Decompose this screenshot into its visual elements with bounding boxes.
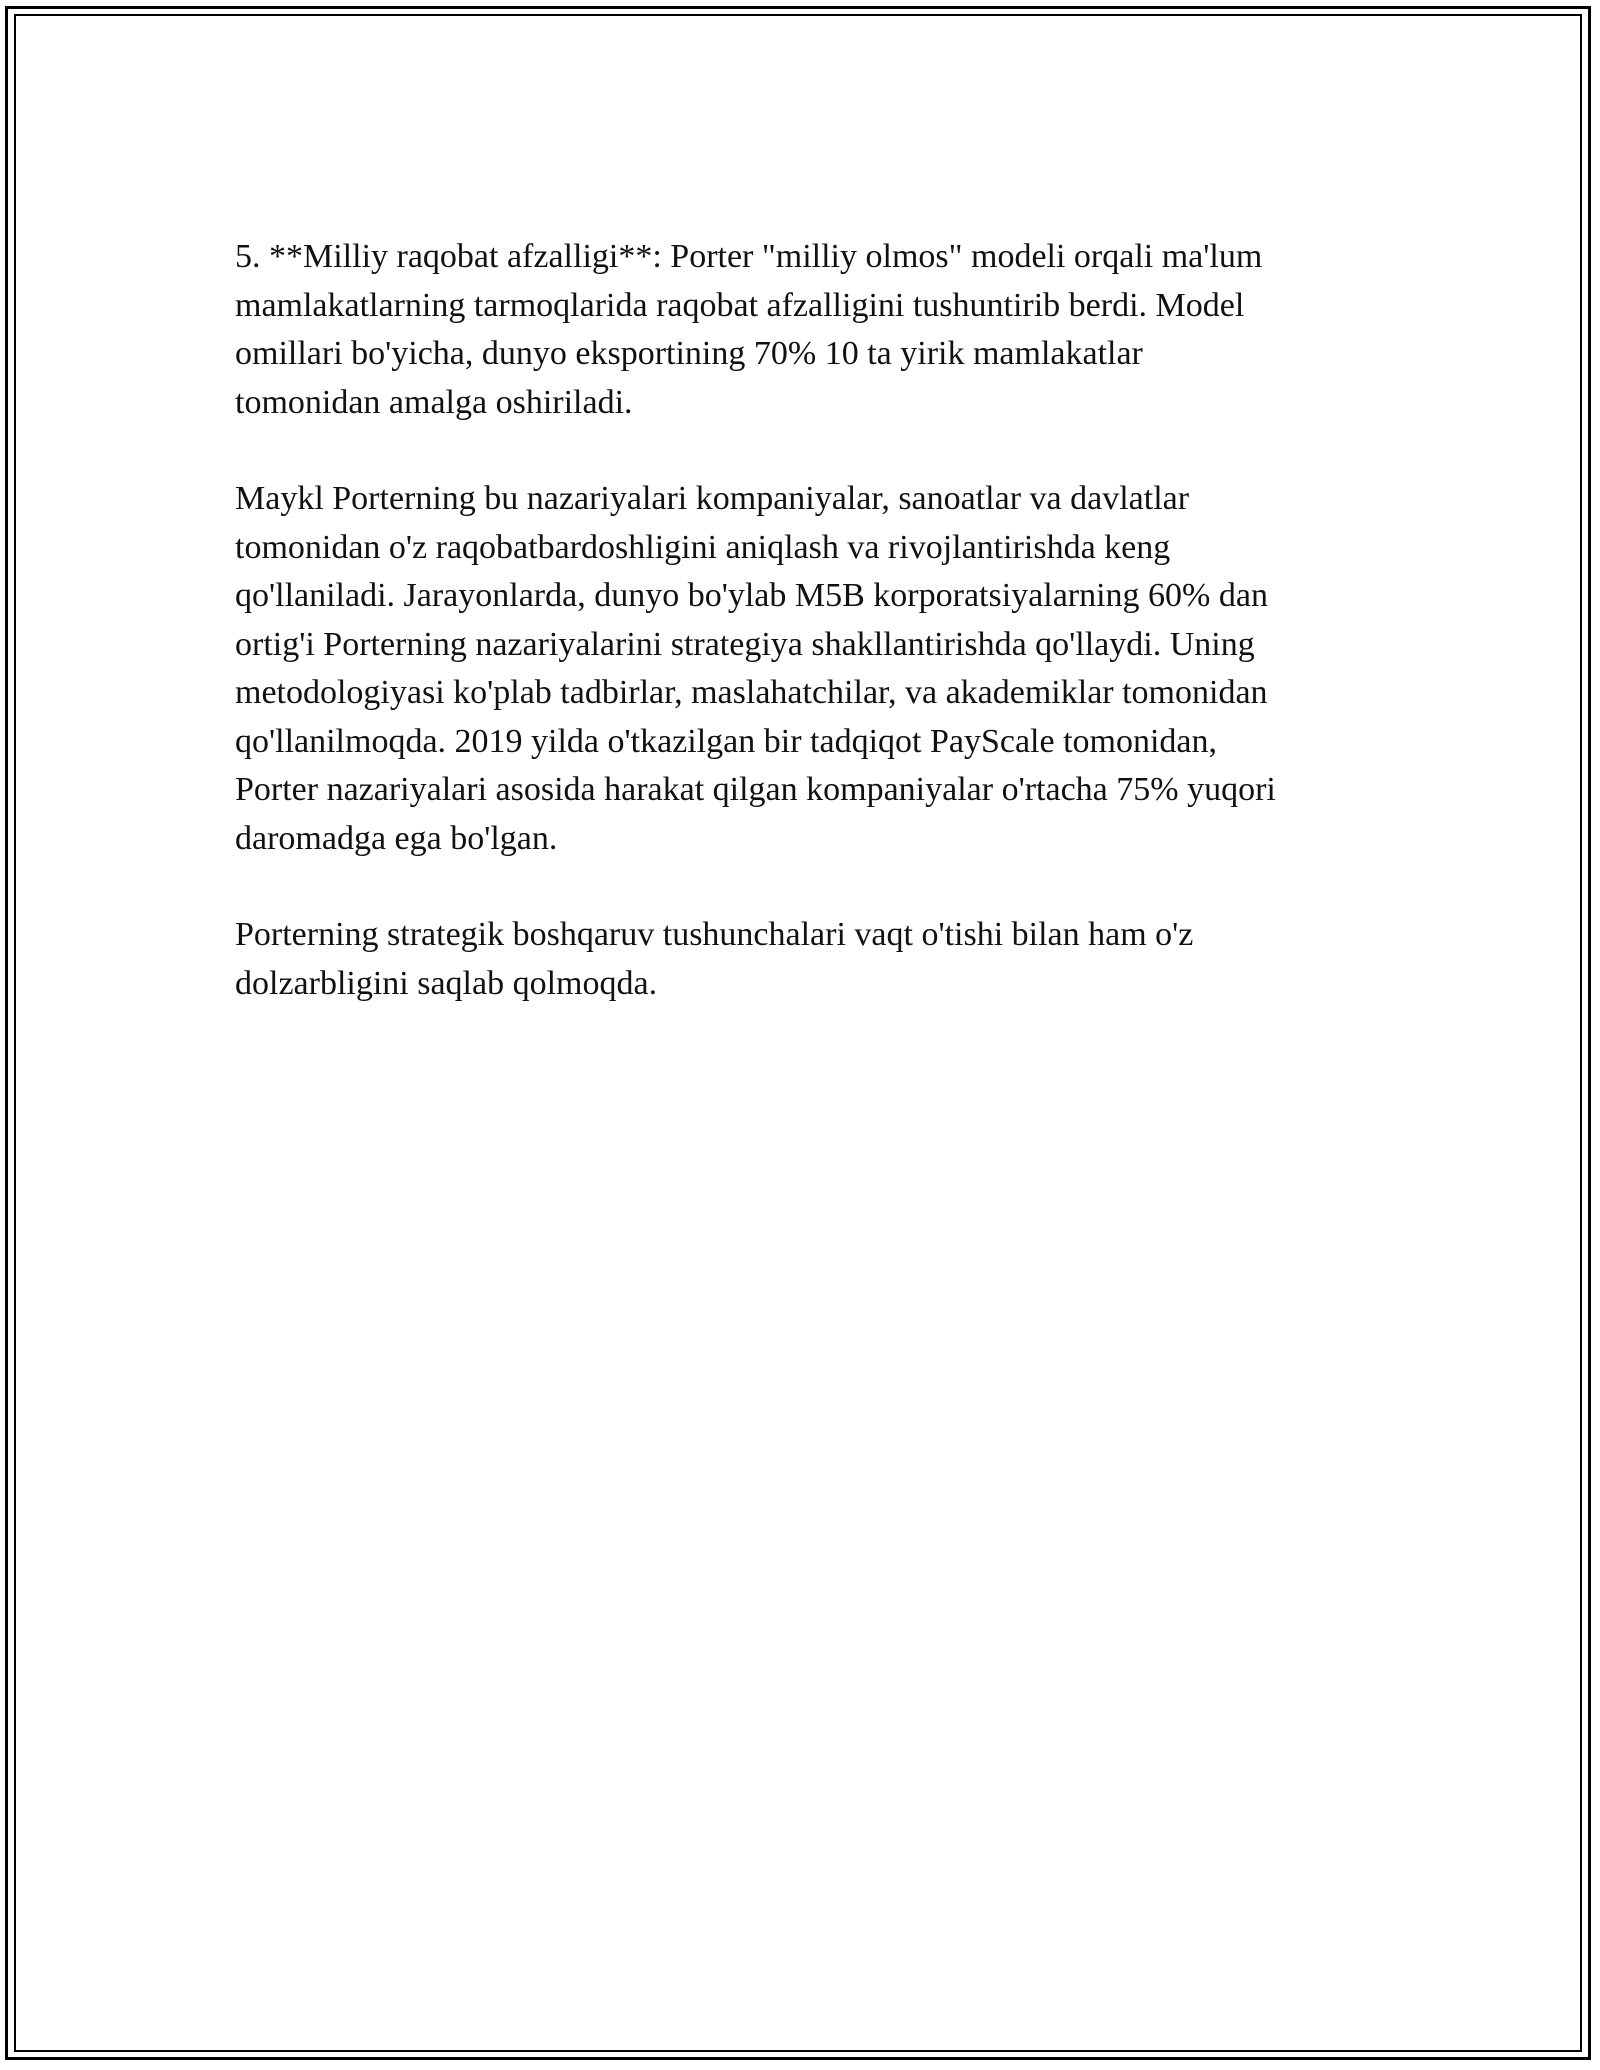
paragraph-national-competitive-advantage: 5. **Milliy raqobat afzalligi**: Porter "milliy olmos" modeli orqali ma'lum mamlakatlarning tarmoqlarida raqobat afzalligini tushuntirib berdi. Model omillari bo'yicha, dunyo eksportining 70% 10 ta yirik mamlakatlar tomonidan amalga oshiriladi. (235, 238, 1263, 421)
document-body (235, 233, 1375, 1056)
paragraph-conclusion: Porterning strategik boshqaruv tushunchalari vaqt o'tishi bilan ham o'z dolzarbligini saqlab qolmoqda. (235, 916, 1194, 1002)
paragraph-porter-theories-application: Maykl Porterning bu nazariyalari kompaniyalar, sanoatlar va davlatlar tomonidan o'z raqobatbardoshligini aniqlash va rivojlantirishda keng qo'llaniladi. Jarayonlarda, dunyo bo'ylab M5B korporatsiyalarning 60% dan ortig'i Porterning nazariyalarini strategiya shakllantirishda qo'llaydi. Uning metodologiyasi ko'plab tadbirlar, maslahatchilar, va akademiklar tomonidan qo'llanilmoqda. 2019 yilda o'tkazilgan bir tadqiqot PayScale tomonidan, Porter nazariyalari asosida harakat qilgan kompaniyalar o'rtacha 75% yuqori daromadga ega bo'lgan. (235, 480, 1276, 857)
